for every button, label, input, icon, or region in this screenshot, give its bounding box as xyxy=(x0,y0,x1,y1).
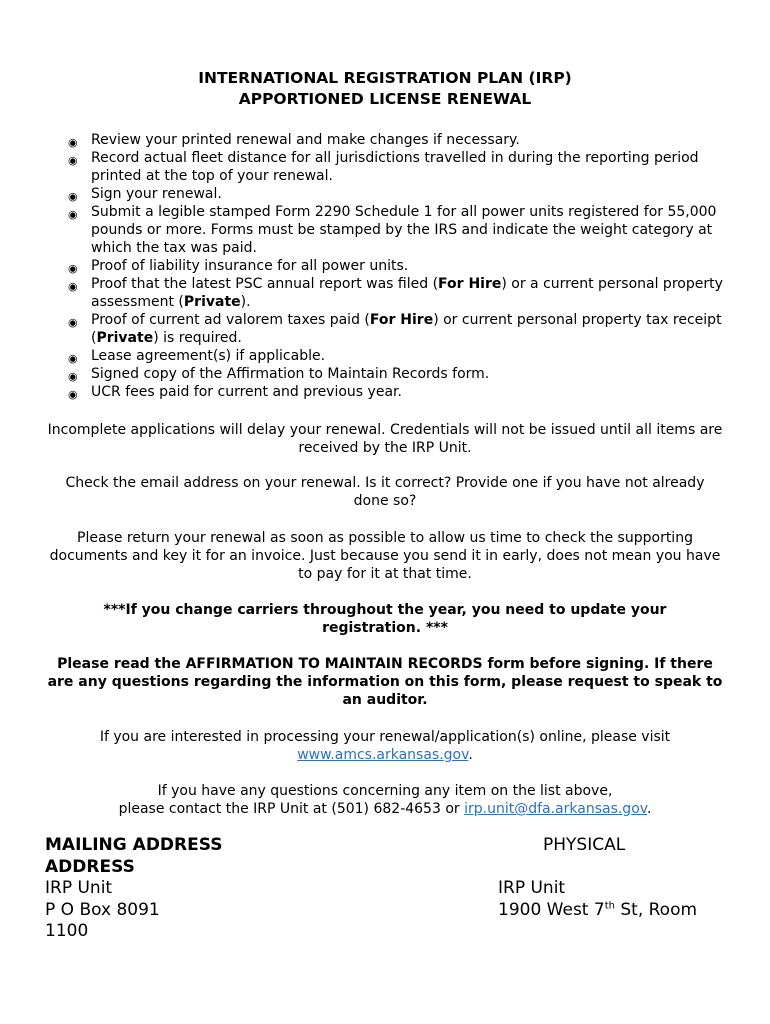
bullet-icon: ◉ xyxy=(68,136,78,149)
list-item: ◉ Review your printed renewal and make changes if necessary. xyxy=(64,131,724,149)
physical-line-2: 1900 West 7th St, Room xyxy=(498,899,698,920)
bullet-icon: ◉ xyxy=(68,190,78,203)
return-notice: Please return your renewal as soon as possible to allow us time to check the supporting documents and key it for an invoice. Just because you send it in early, does not mean you have to pay for it at that time. xyxy=(49,530,721,582)
list-item: ◉ Proof of current ad valorem taxes paid (For Hire) or current personal property tax receipt (Private) is required. xyxy=(68,312,722,346)
bullet-icon: ◉ xyxy=(68,262,78,275)
list-item: ◉ Record actual fleet distance for all jurisdictions travelled in during the reporting period printed at the top of your renewal. xyxy=(68,150,699,184)
physical-address-header: PHYSICAL xyxy=(543,835,626,855)
bullet-icon: ◉ xyxy=(68,154,78,167)
bullet-icon: ◉ xyxy=(68,208,78,221)
mailing-line-3: 1100 xyxy=(45,921,89,941)
physical-line-1: IRP Unit xyxy=(498,878,566,898)
online-link-line: www.amcs.arkansas.gov. xyxy=(297,747,473,763)
contact-link-line: please contact the IRP Unit at (501) 682-4653 or irp.unit@dfa.arkansas.gov. xyxy=(118,801,652,817)
online-notice xyxy=(40,728,730,764)
contact-text: If you have any questions concerning any item on the list above, xyxy=(157,783,613,799)
mailing-address-header: MAILING ADDRESS xyxy=(45,835,223,855)
affirmation-notice: Please read the AFFIRMATION TO MAINTAIN RECORDS form before signing. If there are any questions regarding the information on this form, please request to speak to an auditor. xyxy=(47,656,723,708)
bullet-icon: ◉ xyxy=(68,370,78,383)
online-text: If you are interested in processing your renewal/application(s) online, please visit xyxy=(99,729,671,745)
irp-email-link[interactable]: irp.unit@dfa.arkansas.gov xyxy=(464,801,647,817)
incomplete-notice: Incomplete applications will delay your renewal. Credentials will not be issued until all items are received by the IRP Unit. xyxy=(47,422,723,456)
title-line-2: APPORTIONED LICENSE RENEWAL xyxy=(238,90,532,108)
mailing-address-header-2: ADDRESS xyxy=(45,856,135,877)
contact-notice xyxy=(40,782,730,818)
list-item: ◉ Lease agreement(s) if applicable. xyxy=(64,347,724,365)
mailing-line-1: IRP Unit xyxy=(45,878,113,898)
mailing-address xyxy=(45,835,222,943)
bullet-icon: ◉ xyxy=(68,280,78,293)
carriers-notice: ***If you change carriers throughout the year, you need to update your registration. *** xyxy=(103,602,667,636)
list-item: ◉ Sign your renewal. xyxy=(64,185,724,203)
list-item: ◉ Signed copy of the Affirmation to Maintain Records form. xyxy=(64,365,724,383)
requirements-list xyxy=(64,131,724,401)
list-item: ◉ Submit a legible stamped Form 2290 Schedule 1 for all power units registered for 55,000 pounds or more. Forms must be stamped by the IRS and indicate the weight category at which the tax was paid. xyxy=(68,204,717,256)
physical-address xyxy=(498,878,697,921)
bullet-icon: ◉ xyxy=(68,316,78,329)
email-notice: Check the email address on your renewal. Is it correct? Provide one if you have not already done so? xyxy=(65,475,705,509)
mailing-line-2: P O Box 8091 xyxy=(45,899,160,920)
list-item: ◉ Proof of liability insurance for all power units. xyxy=(64,257,724,275)
document-title xyxy=(0,68,770,110)
amcs-website-link[interactable]: www.amcs.arkansas.gov xyxy=(297,747,469,763)
bullet-icon: ◉ xyxy=(68,352,78,365)
list-item: ◉ Proof that the latest PSC annual report was filed (For Hire) or a current personal property assessment (Private). xyxy=(68,276,723,310)
list-item: ◉ UCR fees paid for current and previous year. xyxy=(64,383,724,401)
bullet-icon: ◉ xyxy=(68,388,78,401)
title-line-1: INTERNATIONAL REGISTRATION PLAN (IRP) xyxy=(198,69,572,87)
